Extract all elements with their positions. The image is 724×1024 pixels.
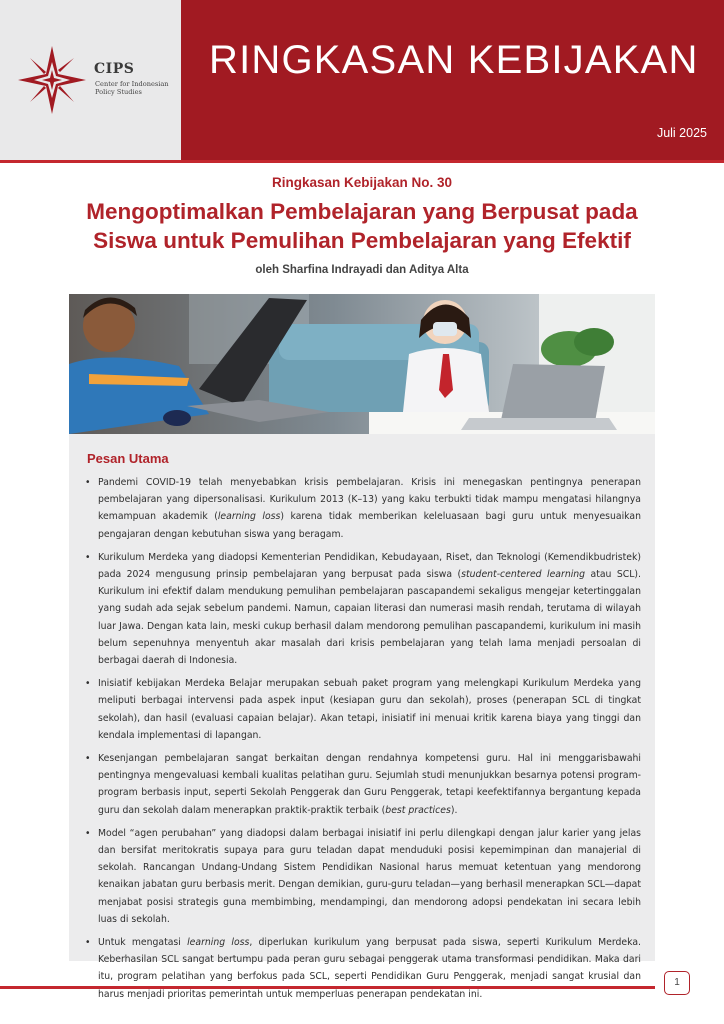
cips-star-icon	[16, 44, 88, 116]
bullet-icon: •	[85, 827, 91, 839]
key-messages-list	[85, 474, 641, 1009]
page-header	[0, 0, 724, 160]
byline: oleh Sharfina Indrayadi dan Aditya Alta	[255, 264, 469, 276]
bullet-icon: •	[85, 477, 91, 488]
footer-divider	[0, 986, 655, 989]
logo-name: CIPS	[94, 61, 135, 77]
document-title: Mengoptimalkan Pembelajaran yang Berpusat pada Siswa untuk Pemulihan Pembelajaran yang Efektif	[86, 199, 638, 253]
list-item: • Kesenjangan pembelajaran sangat berkaitan dengan rendahnya kompetensi guru. Hal ini menggarisbawahi pentingnya mengevaluasi kembali kualitas pelatihan guru. Sejumlah studi menunjukkan besarnya potensi program-program berbasis input, seperti Sekolah Penggerak dan Guru Penggerak, tetapi keefektifannya bergantung kepada guru dan sekolah dalam menerapkan praktik-praktik terbaik (best practices).	[85, 750, 641, 819]
bullet-icon: •	[85, 753, 91, 765]
issue-date: Juli 2025	[656, 126, 707, 140]
header-band	[181, 0, 724, 160]
logo-area	[0, 0, 181, 160]
bullet-icon: •	[85, 551, 91, 563]
series-title: RINGKASAN KEBIJAKAN	[209, 38, 699, 82]
key-messages-heading: Pesan Utama	[87, 451, 169, 466]
list-item: • Inisiatif kebijakan Merdeka Belajar merupakan sebuah paket program yang melengkapi Kurikulum Merdeka yang meliputi berbagai intervensi pada aspek input (kesiapan guru dan sekolah), proses (penerapan SCL di tingkat sekolah), dan hasil (evaluasi capaian belajar). Akan tetapi, inisiatif ini menuai kritik karena biaya yang tinggi dan kendala implementasi di lapangan.	[85, 675, 641, 744]
brief-number: Ringkasan Kebijakan No. 30	[271, 175, 453, 190]
key-messages-panel	[69, 434, 655, 1000]
cover-photo	[69, 294, 655, 434]
list-item: • Pandemi COVID-19 telah menyebabkan krisis pembelajaran. Krisis ini menegaskan pentingnya penerapan pembelajaran yang dipersonalisasi. Kurikulum 2013 (K–13) yang kaku terbukti tidak mampu mengatasi hilangnya kemampuan akademik (learning loss) karena tidak memberikan keleluasaan bagi guru untuk menyesuaikan pengajaran dengan kebutuhan siswa yang beragam.	[85, 474, 641, 543]
logo-subtitle: Center for Indonesian Policy Studies	[95, 80, 169, 96]
list-item: • Kurikulum Merdeka yang diadopsi Kementerian Pendidikan, Kebudayaan, Riset, dan Teknologi (Kemendikbudristek) pada 2024 mengusung prinsip pembelajaran yang berpusat pada siswa (student-centered learning atau SCL). Kurikulum ini efektif dalam mendukung pemulihan pembelajaran pascapandemi sekaligus mengejar ketertinggalan yang sudah ada sejak sebelum pandemi. Namun, capaian literasi dan numerasi masih rendah, terutama di wilayah luar Jawa. Dengan kata lain, meski cukup berhasil dalam mendorong pemulihan pascapandemi, kurikulum ini masih belum sepenuhnya menyentuh akar masalah dari krisis pembelajaran yang telah lama menjadi persoalan di berbagai daerah di Indonesia.	[85, 549, 641, 669]
header-divider	[0, 160, 724, 163]
bullet-icon: •	[85, 937, 91, 949]
bullet-icon: •	[85, 678, 91, 690]
list-item: • Untuk mengatasi learning loss, diperlukan kurikulum yang berpusat pada siswa, seperti Kurikulum Merdeka. Keberhasilan SCL sangat bertumpu pada peran guru sebagai penggerak utama transformasi pendidikan. Maka dari itu, program pelatihan yang berfokus pada SCL, seperti Pendidikan Guru Penggerak, menjadi sangat krusial dan harus menjadi prioritas pemerintah untuk memperluas penerapan pendekatan ini.	[85, 934, 641, 1003]
page-number: 1	[664, 971, 690, 995]
list-item: • Model “agen perubahan” yang diadopsi dalam berbagai inisiatif ini perlu dilengkapi dengan jalur karier yang jelas dan bersifat meritokratis supaya para guru teladan dapat menduduki posisi kepemimpinan dan manajerial di sekolah. Rancangan Undang-Undang Sistem Pendidikan Nasional harus memuat ketentuan yang mendorong kenaikan jabatan guru berbasis merit. Dengan demikian, guru-guru teladan—yang berhasil menerapkan SCL—dapat menjabat posisi strategis guna membimbing, mendampingi, dan mendorong adopsi pendekatan ini secara lebih luas di sekolah.	[85, 825, 641, 928]
